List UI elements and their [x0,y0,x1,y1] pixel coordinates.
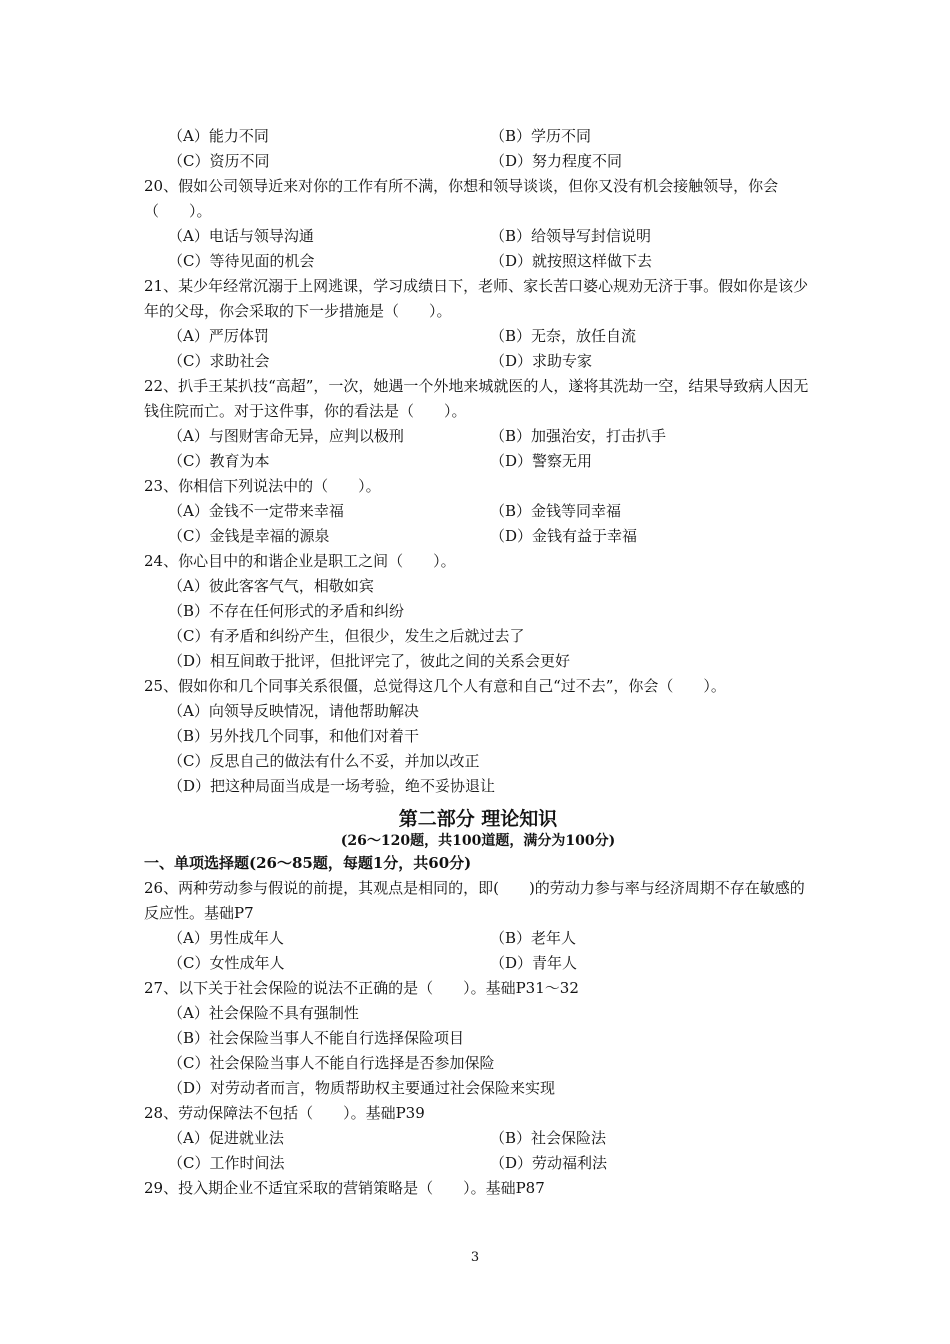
question-29: 29、投入期企业不适宜采取的营销策略是（ ）。基础P87 [144,1179,545,1197]
option-b: （B）金钱等同幸福 [490,502,622,520]
option-row [144,349,812,374]
question-27: 27、以下关于社会保险的说法不正确的是（ ）。基础P31～32 [144,979,579,997]
option-d: （D）青年人 [490,954,578,972]
option-a: （A）促进就业法 [168,1129,284,1147]
option-d: （D）就按照这样做下去 [490,252,653,270]
option-a: （A）向领导反映情况，请他帮助解决 [168,702,419,720]
option-a: （A）能力不同 [168,127,269,145]
option-b: （B）不存在任何形式的矛盾和纠纷 [168,602,405,620]
subsection-heading: 一、单项选择题(26～85题，每题1分，共60分) [144,854,472,872]
option-a: （A）彼此客客气气，相敬如宾 [168,577,374,595]
section-title: 第二部分 理论知识 [398,808,558,830]
option-c: （C）反思自己的做法有什么不妥，并加以改正 [168,752,480,770]
option-c: （C）社会保险当事人不能自行选择是否参加保险 [168,1054,495,1072]
option-row [144,951,812,976]
question-21: 21、某少年经常沉溺于上网逃课，学习成绩日下，老师、家长苦口婆心规劝无济于事。假如你是该少年的父母，你会采取的下一步措施是（ ）。 [144,277,809,320]
option-row [144,324,812,349]
question-25: 25、假如你和几个同事关系很僵，总觉得这几个人有意和自己“过不去”，你会（ ）。 [144,677,726,695]
option-c: （C）金钱是幸福的源泉 [168,527,330,545]
option-a: （A）金钱不一定带来幸福 [168,502,344,520]
option-b: （B）学历不同 [490,127,592,145]
question-24: 24、你心目中的和谐企业是职工之间（ ）。 [144,552,456,570]
option-row [144,424,812,449]
option-d: （D）警察无用 [490,452,593,470]
option-row [144,124,812,149]
option-b: （B）另外找几个同事，和他们对着干 [168,727,420,745]
option-d: （D）对劳动者而言，物质帮助权主要通过社会保险来实现 [168,1079,556,1097]
option-row [144,1126,812,1151]
option-b: （B）加强治安，打击扒手 [490,427,667,445]
option-c: （C）资历不同 [168,152,270,170]
option-c: （C）等待见面的机会 [168,252,315,270]
option-row [144,524,812,549]
option-a: （A）严厉体罚 [168,327,269,345]
question-22: 22、扒手王某扒技“高超”，一次，她遇一个外地来城就医的人，遂将其洗劫一空，结果导致病人因无钱住院而亡。对于这件事，你的看法是（ ）。 [144,377,809,420]
option-d: （D）金钱有益于幸福 [490,527,638,545]
option-c: （C）有矛盾和纠纷产生，但很少，发生之后就过去了 [168,627,525,645]
option-c: （C）教育为本 [168,452,270,470]
option-b: （B）老年人 [490,929,577,947]
section-subtitle: (26～120题，共100道题，满分为100分) [340,833,616,849]
option-d: （D）相互间敢于批评，但批评完了，彼此之间的关系会更好 [168,652,571,670]
option-b: （B）无奈，放任自流 [490,327,637,345]
question-20: 20、假如公司领导近来对你的工作有所不满，你想和领导谈谈，但你又没有机会接触领导，你会（ ）。 [144,177,779,220]
question-28: 28、劳动保障法不包括（ ）。基础P39 [144,1104,425,1122]
option-a: （A）与图财害命无异，应判以极刑 [168,427,404,445]
question-26: 26、两种劳动参与假说的前提，其观点是相同的，即( )的劳动力参与率与经济周期不存在敏感的反应性。基础P7 [144,879,805,922]
option-c: （C）求助社会 [168,352,270,370]
option-c: （C）工作时间法 [168,1154,285,1172]
option-d: （D）求助专家 [490,352,593,370]
option-row [144,249,812,274]
option-row [144,449,812,474]
page-content [144,124,812,1201]
option-b: （B）社会保险法 [490,1129,607,1147]
option-b: （B）社会保险当事人不能自行选择保险项目 [168,1029,465,1047]
question-23: 23、你相信下列说法中的（ ）。 [144,477,381,495]
option-c: （C）女性成年人 [168,954,285,972]
option-b: （B）给领导写封信说明 [490,227,652,245]
option-a: （A）电话与领导沟通 [168,227,314,245]
option-d: （D）把这种局面当成是一场考验，绝不妥协退让 [168,777,496,795]
option-row [144,149,812,174]
option-row [144,1151,812,1176]
option-d: （D）努力程度不同 [490,152,623,170]
page-number: 3 [470,1250,480,1265]
option-d: （D）劳动福利法 [490,1154,608,1172]
option-row [144,224,812,249]
option-row [144,926,812,951]
option-a: （A）男性成年人 [168,929,284,947]
option-row [144,499,812,524]
option-a: （A）社会保险不具有强制性 [168,1004,359,1022]
